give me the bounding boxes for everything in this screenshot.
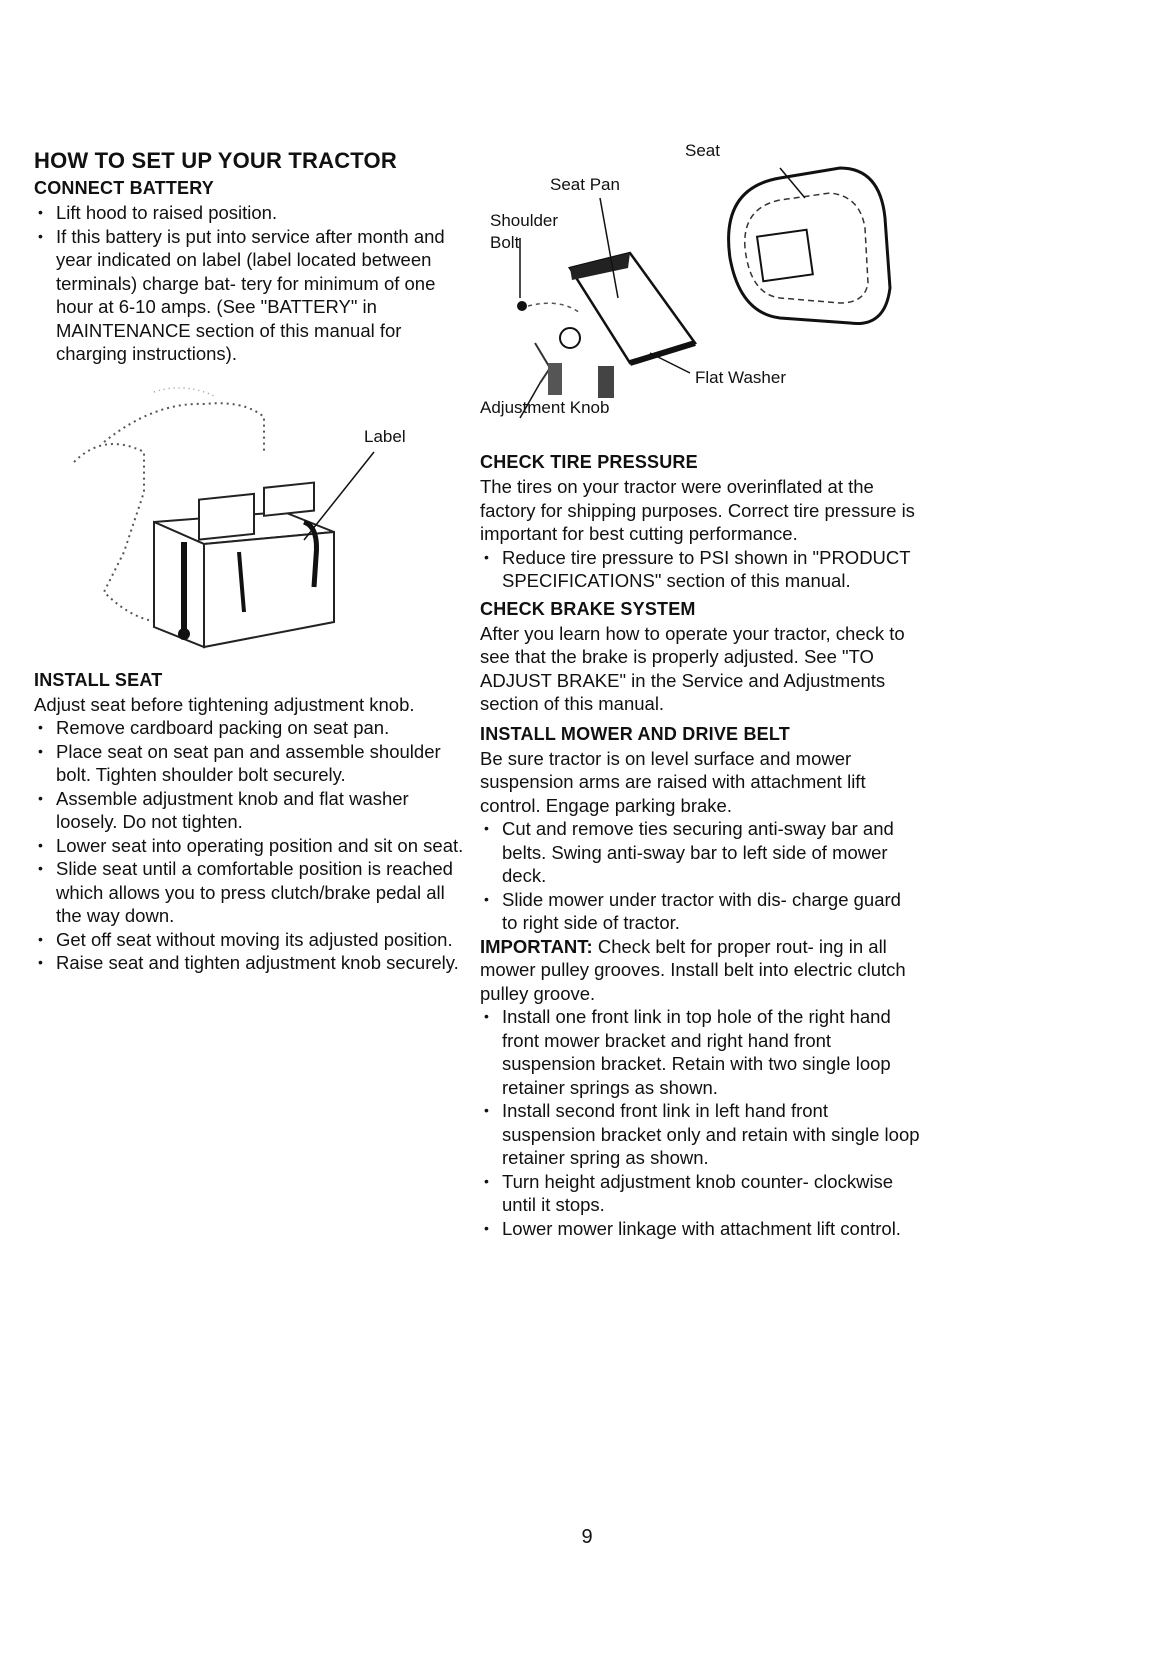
- mower-list-a: [480, 817, 920, 935]
- important-label: IMPORTANT:: [480, 935, 593, 957]
- shoulder-label: Shoulder: [490, 211, 559, 230]
- left-column: [34, 148, 464, 975]
- list-item: • Install one front link in top hole of the right hand front mower bracket and right hand front suspension bracket. Retain with two single loop retainer springs as shown.: [480, 1005, 920, 1099]
- list-item: • Cut and remove ties securing anti-sway bar and belts. Swing anti-sway bar to left side of mower deck.: [480, 817, 920, 888]
- page-title: HOW TO SET UP YOUR TRACTOR: [34, 148, 397, 173]
- page-number: 9: [581, 1526, 593, 1548]
- seat-label: Seat: [685, 141, 720, 160]
- list-item: • Lift hood to raised position.: [34, 201, 464, 225]
- list-item: • Slide mower under tractor with dis- charge guard to right side of tractor.: [480, 888, 920, 935]
- list-item: • Slide seat until a comfortable position is reached which allows you to press clutch/brake pedal all the way down.: [34, 857, 464, 928]
- adjustment-knob-label: Adjustment Knob: [480, 398, 610, 417]
- tire-intro: The tires on your tractor were overinflated at the factory for shipping purposes. Correct tire pressure is important for best cutting performance.: [480, 476, 915, 544]
- install-seat-list: [34, 716, 464, 975]
- install-mower-heading: INSTALL MOWER AND DRIVE BELT: [480, 723, 790, 744]
- mower-list-b: [480, 1005, 920, 1240]
- connect-battery-heading: CONNECT BATTERY: [34, 178, 214, 198]
- bolt-label: Bolt: [490, 233, 520, 252]
- list-item: • Lower mower linkage with attachment lift control.: [480, 1217, 920, 1241]
- check-brake-heading: CHECK BRAKE SYSTEM: [480, 598, 696, 619]
- list-item: • If this battery is put into service after month and year indicated on label (label located between terminals) charge bat- tery for minimum of one hour at 6-10 amps. (See "BATTERY" in MAINTENANCE section of this manual for charging instructions).: [34, 225, 464, 366]
- mower-intro: Be sure tractor is on level surface and mower suspension arms are raised with attachment lift control. Engage parking brake.: [480, 747, 866, 816]
- list-item: • Remove cardboard packing on seat pan.: [34, 716, 464, 740]
- important-note: [480, 935, 920, 1006]
- check-tire-pressure-heading: CHECK TIRE PRESSURE: [480, 452, 698, 472]
- list-item: • Get off seat without moving its adjusted position.: [34, 928, 464, 952]
- list-item: • Lower seat into operating position and sit on seat.: [34, 834, 464, 858]
- seat-pan-label: Seat Pan: [550, 175, 620, 194]
- tire-list: [480, 546, 920, 593]
- brake-text: After you learn how to operate your tractor, check to see that the brake is properly adjusted. See "TO ADJUST BRAKE" in the Service and Adjustments section of this manual.: [480, 622, 905, 714]
- seat-illustration: [480, 138, 920, 438]
- battery-illustration: [34, 372, 464, 662]
- install-seat-intro: Adjust seat before tightening adjustment knob.: [34, 693, 415, 715]
- flat-washer-label: Flat Washer: [695, 368, 787, 387]
- right-column: [480, 141, 920, 1240]
- important-text: Check belt for proper rout- ing in all mower pulley grooves. Install belt into electric clutch pulley groove.: [480, 935, 906, 1004]
- label-callout: Label: [364, 426, 406, 446]
- connect-battery-list: [34, 201, 464, 366]
- list-item: • Install second front link in left hand front suspension bracket only and retain with single loop retainer spring as shown.: [480, 1099, 920, 1170]
- list-item: • Raise seat and tighten adjustment knob securely.: [34, 951, 464, 975]
- list-item: • Turn height adjustment knob counter- clockwise until it stops.: [480, 1170, 920, 1217]
- list-item: • Place seat on seat pan and assemble shoulder bolt. Tighten shoulder bolt securely.: [34, 740, 464, 787]
- list-item: • Reduce tire pressure to PSI shown in "PRODUCT SPECIFICATIONS" section of this manual.: [480, 546, 920, 593]
- install-seat-heading: INSTALL SEAT: [34, 669, 163, 690]
- list-item: • Assemble adjustment knob and flat washer loosely. Do not tighten.: [34, 787, 464, 834]
